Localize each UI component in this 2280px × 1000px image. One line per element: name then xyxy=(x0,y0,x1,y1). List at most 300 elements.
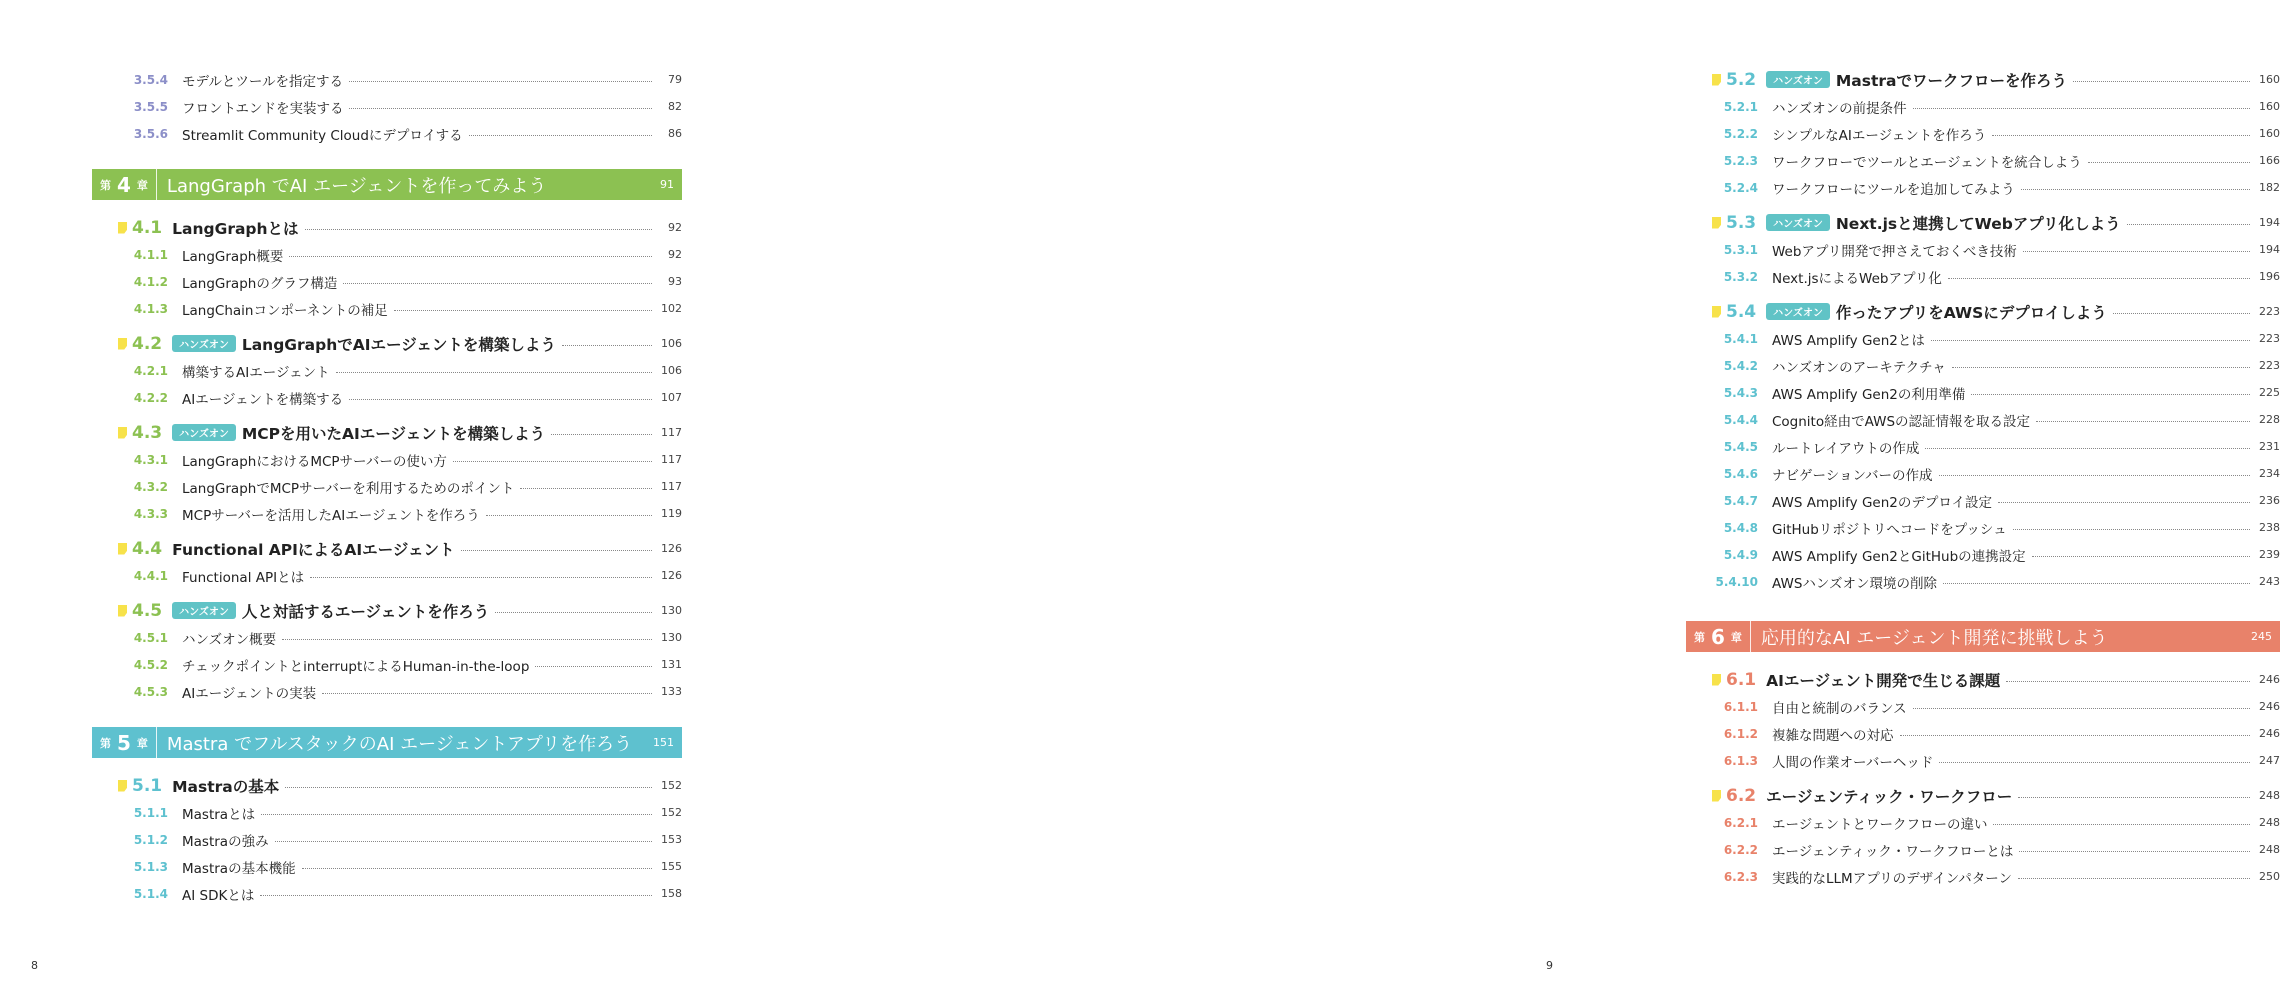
subsection-page: 131 xyxy=(661,658,682,671)
section-title: LangGraphでAIエージェントを構築しよう xyxy=(241,335,556,354)
dot-leader xyxy=(1943,583,2250,584)
subsection-number: 6.1.2 xyxy=(1723,726,1758,741)
dot-leader xyxy=(1913,108,2250,109)
toc-subsection[interactable] xyxy=(92,241,682,268)
section-title: MCPを用いたAIエージェントを構築しよう xyxy=(241,424,546,443)
toc-subsection[interactable] xyxy=(92,295,682,322)
section-number: 5.3 xyxy=(1726,212,1757,233)
subsection-number: 5.1.1 xyxy=(133,805,168,820)
dot-leader xyxy=(310,577,652,578)
dot-leader xyxy=(562,345,652,346)
dot-leader xyxy=(2019,851,2250,852)
chapter-label xyxy=(1686,621,1751,652)
subsection-page: 231 xyxy=(2259,440,2280,453)
section-title: Functional APIによるAIエージェント xyxy=(172,540,455,559)
subsection-number: 5.4.9 xyxy=(1723,547,1758,562)
toc-subsection[interactable] xyxy=(92,853,682,880)
subsection-page: 82 xyxy=(668,100,682,113)
dot-leader xyxy=(1948,278,2250,279)
subsection-title: LangChainコンポーネントの補足 xyxy=(182,302,388,319)
dot-leader xyxy=(1998,502,2250,503)
section-marker-icon xyxy=(118,222,127,234)
toc-subsection[interactable] xyxy=(92,93,682,120)
section-title: LangGraphとは xyxy=(172,219,299,238)
dot-leader xyxy=(2036,421,2250,422)
subsection-number: 4.3.1 xyxy=(133,452,168,467)
toc-subsection[interactable] xyxy=(1686,406,2280,433)
dot-leader xyxy=(1900,735,2251,736)
section-marker-icon xyxy=(1712,74,1721,86)
toc-subsection[interactable] xyxy=(92,678,682,705)
dot-leader xyxy=(1939,475,2250,476)
dot-leader xyxy=(282,639,652,640)
subsection-number: 5.4.10 xyxy=(1715,574,1758,589)
subsection-number: 6.2.1 xyxy=(1723,815,1758,830)
toc-subsection[interactable] xyxy=(1686,863,2280,890)
toc-section[interactable] xyxy=(1686,66,2280,93)
subsection-number: 5.1.2 xyxy=(133,832,168,847)
dot-leader xyxy=(2032,556,2250,557)
toc-section[interactable] xyxy=(92,419,682,446)
toc-subsection[interactable] xyxy=(92,880,682,907)
subsection-number: 3.5.4 xyxy=(133,72,168,87)
dot-leader xyxy=(1939,762,2250,763)
subsection-page: 239 xyxy=(2259,548,2280,561)
subsection-number: 5.2.1 xyxy=(1723,99,1758,114)
subsection-title: シンプルなAIエージェントを作ろう xyxy=(1772,127,1987,144)
toc-subsection[interactable] xyxy=(1686,174,2280,201)
subsection-page: 160 xyxy=(2259,127,2280,140)
toc-subsection[interactable] xyxy=(92,826,682,853)
dot-leader xyxy=(2127,224,2250,225)
right-page xyxy=(792,0,2280,1000)
handson-badge: ハンズオン xyxy=(1766,214,1830,231)
subsection-title: 複雑な問題への対応 xyxy=(1772,727,1894,744)
subsection-page: 158 xyxy=(661,887,682,900)
subsection-title: ワークフローにツールを追加してみよう xyxy=(1772,181,2015,198)
toc-subsection[interactable] xyxy=(1686,433,2280,460)
chapter-page: 245 xyxy=(2251,630,2272,643)
subsection-title: AWS Amplify Gen2のデプロイ設定 xyxy=(1772,494,1992,511)
dot-leader xyxy=(2013,529,2250,530)
dot-leader xyxy=(2018,878,2250,879)
subsection-page: 248 xyxy=(2259,816,2280,829)
subsection-number: 4.5.3 xyxy=(133,684,168,699)
subsection-number: 4.1.3 xyxy=(133,301,168,316)
chapter-suffix: 章 xyxy=(136,736,148,750)
toc-subsection[interactable] xyxy=(92,66,682,93)
subsection-number: 5.4.5 xyxy=(1723,439,1758,454)
subsection-number: 5.2.4 xyxy=(1723,180,1758,195)
subsection-page: 223 xyxy=(2259,359,2280,372)
toc-subsection[interactable] xyxy=(1686,460,2280,487)
toc-subsection[interactable] xyxy=(1686,379,2280,406)
subsection-number: 4.3.2 xyxy=(133,479,168,494)
toc-subsection[interactable] xyxy=(1686,693,2280,720)
dot-leader xyxy=(322,693,652,694)
dot-leader xyxy=(2023,251,2250,252)
subsection-page: 194 xyxy=(2259,243,2280,256)
subsection-title: チェックポイントとinterruptによるHuman-in-the-loop xyxy=(182,658,530,675)
subsection-number: 5.4.7 xyxy=(1723,493,1758,508)
section-page: 106 xyxy=(661,337,682,350)
subsection-title: AWS Amplify Gen2とGitHubの連携設定 xyxy=(1772,548,2026,565)
subsection-page: 248 xyxy=(2259,843,2280,856)
subsection-title: AIエージェントを構築する xyxy=(182,391,344,408)
section-title: Next.jsと連携してWebアプリ化しよう xyxy=(1835,214,2121,233)
section-number: 4.4 xyxy=(132,538,163,559)
subsection-title: ハンズオンのアーキテクチャ xyxy=(1772,359,1946,376)
toc-subsection[interactable] xyxy=(92,651,682,678)
handson-badge: ハンズオン xyxy=(1766,303,1830,320)
page-number-right: 9 xyxy=(1546,959,1553,972)
chapter-suffix: 章 xyxy=(136,178,148,192)
chapter-prefix: 第 xyxy=(100,736,111,750)
subsection-title: 実践的なLLMアプリのデザインパターン xyxy=(1772,870,2012,887)
subsection-title: LangGraphのグラフ構造 xyxy=(182,275,338,292)
dot-leader xyxy=(1925,448,2250,449)
subsection-page: 133 xyxy=(661,685,682,698)
subsection-title: AIエージェントの実装 xyxy=(182,685,317,702)
subsection-page: 182 xyxy=(2259,181,2280,194)
subsection-number: 5.4.8 xyxy=(1723,520,1758,535)
subsection-number: 4.1.2 xyxy=(133,274,168,289)
subsection-number: 4.2.2 xyxy=(133,390,168,405)
subsection-number: 5.2.2 xyxy=(1723,126,1758,141)
dot-leader xyxy=(1992,135,2250,136)
toc-subsection[interactable] xyxy=(1686,836,2280,863)
section-marker-icon xyxy=(1712,790,1721,802)
chapter-page: 91 xyxy=(660,178,674,191)
subsection-title: モデルとツールを指定する xyxy=(182,73,344,90)
dot-leader xyxy=(469,135,652,136)
section-page: 160 xyxy=(2259,73,2280,86)
subsection-page: 153 xyxy=(661,833,682,846)
subsection-number: 4.1.1 xyxy=(133,247,168,262)
subsection-number: 5.4.2 xyxy=(1723,358,1758,373)
dot-leader xyxy=(260,895,652,896)
section-title: エージェンティック・ワークフロー xyxy=(1766,787,2013,806)
subsection-number: 5.3.1 xyxy=(1723,242,1758,257)
toc-subsection[interactable] xyxy=(1686,120,2280,147)
toc-subsection[interactable] xyxy=(92,446,682,473)
subsection-title: エージェンティック・ワークフローとは xyxy=(1772,843,2014,860)
subsection-number: 4.4.1 xyxy=(133,568,168,583)
handson-badge: ハンズオン xyxy=(172,602,236,619)
subsection-title: LangGraphでMCPサーバーを利用するためのポイント xyxy=(182,480,515,497)
section-marker-icon xyxy=(1712,674,1721,686)
subsection-page: 246 xyxy=(2259,727,2280,740)
dot-leader xyxy=(285,787,652,788)
section-number: 5.2 xyxy=(1726,69,1757,90)
subsection-page: 117 xyxy=(661,453,682,466)
subsection-page: 79 xyxy=(668,73,682,86)
dot-leader xyxy=(305,229,652,230)
chapter-suffix: 章 xyxy=(1730,630,1742,644)
dot-leader xyxy=(2088,162,2250,163)
subsection-number: 6.2.3 xyxy=(1723,869,1758,884)
dot-leader xyxy=(1993,824,2250,825)
subsection-title: Functional APIとは xyxy=(182,569,305,586)
chapter-header[interactable] xyxy=(92,169,682,200)
toc-section[interactable] xyxy=(1686,209,2280,236)
subsection-number: 3.5.5 xyxy=(133,99,168,114)
subsection-title: Next.jsによるWebアプリ化 xyxy=(1772,270,1942,287)
section-number: 4.2 xyxy=(132,333,163,354)
section-page: 92 xyxy=(668,221,682,234)
subsection-title: Streamlit Community Cloudにデプロイする xyxy=(182,127,463,144)
subsection-number: 3.5.6 xyxy=(133,126,168,141)
section-number: 5.4 xyxy=(1726,301,1757,322)
subsection-number: 5.4.6 xyxy=(1723,466,1758,481)
subsection-page: 196 xyxy=(2259,270,2280,283)
subsection-number: 5.1.4 xyxy=(133,886,168,901)
chapter-header[interactable] xyxy=(92,727,682,758)
dot-leader xyxy=(461,550,652,551)
dot-leader xyxy=(2021,189,2250,190)
toc-section[interactable] xyxy=(92,535,682,562)
subsection-number: 5.4.4 xyxy=(1723,412,1758,427)
subsection-title: ワークフローでツールとエージェントを統合しよう xyxy=(1772,154,2082,171)
dot-leader xyxy=(2113,313,2250,314)
toc-subsection[interactable] xyxy=(1686,236,2280,263)
subsection-page: 238 xyxy=(2259,521,2280,534)
subsection-page: 86 xyxy=(668,127,682,140)
subsection-title: Mastraの強み xyxy=(182,833,269,850)
chapter-title: 応用的なAI エージェント開発に挑戦しよう xyxy=(1760,627,2108,649)
section-page: 152 xyxy=(661,779,682,792)
dot-leader xyxy=(275,841,652,842)
section-number: 4.5 xyxy=(132,600,163,621)
subsection-page: 228 xyxy=(2259,413,2280,426)
dot-leader xyxy=(349,108,652,109)
subsection-number: 4.2.1 xyxy=(133,363,168,378)
subsection-number: 4.5.2 xyxy=(133,657,168,672)
chapter-number: 6 xyxy=(1711,624,1725,649)
toc-subsection[interactable] xyxy=(1686,747,2280,774)
toc-subsection[interactable] xyxy=(1686,541,2280,568)
section-number: 4.1 xyxy=(132,217,163,238)
toc-subsection[interactable] xyxy=(92,799,682,826)
section-page: 248 xyxy=(2259,789,2280,802)
dot-leader xyxy=(349,399,652,400)
subsection-title: 構築するAIエージェント xyxy=(182,364,330,381)
toc-subsection[interactable] xyxy=(92,562,682,589)
subsection-page: 225 xyxy=(2259,386,2280,399)
dot-leader xyxy=(1931,340,2250,341)
subsection-page: 243 xyxy=(2259,575,2280,588)
toc-section[interactable] xyxy=(92,214,682,241)
subsection-page: 152 xyxy=(661,806,682,819)
subsection-page: 250 xyxy=(2259,870,2280,883)
toc-section[interactable] xyxy=(92,772,682,799)
handson-badge: ハンズオン xyxy=(172,424,236,441)
toc-section[interactable] xyxy=(1686,298,2280,325)
section-page: 117 xyxy=(661,426,682,439)
chapter-number: 5 xyxy=(117,730,131,755)
subsection-title: ハンズオンの前提条件 xyxy=(1772,100,1907,117)
subsection-page: 102 xyxy=(661,302,682,315)
subsection-title: ハンズオン概要 xyxy=(182,631,277,648)
chapter-title: Mastra でフルスタックのAI エージェントアプリを作ろう xyxy=(166,733,633,755)
subsection-title: LangGraphにおけるMCPサーバーの使い方 xyxy=(182,453,447,470)
subsection-title: Webアプリ開発で押さえておくべき技術 xyxy=(1772,243,2017,260)
subsection-title: 人間の作業オーバーヘッド xyxy=(1772,754,1934,771)
subsection-page: 119 xyxy=(661,507,682,520)
toc-subsection[interactable] xyxy=(92,384,682,411)
toc-subsection[interactable] xyxy=(92,268,682,295)
dot-leader xyxy=(453,461,652,462)
section-number: 6.1 xyxy=(1726,669,1757,690)
dot-leader xyxy=(336,372,652,373)
toc-section[interactable] xyxy=(1686,666,2280,693)
dot-leader xyxy=(486,515,652,516)
dot-leader xyxy=(394,310,652,311)
subsection-title: ルートレイアウトの作成 xyxy=(1772,440,1920,457)
subsection-page: 126 xyxy=(661,569,682,582)
subsection-title: Cognito経由でAWSの認証情報を取る設定 xyxy=(1772,413,2031,430)
section-page: 223 xyxy=(2259,305,2280,318)
section-page: 194 xyxy=(2259,216,2280,229)
toc-subsection[interactable] xyxy=(1686,325,2280,352)
subsection-title: AWS Amplify Gen2の利用準備 xyxy=(1772,386,1966,403)
section-page: 130 xyxy=(661,604,682,617)
toc-section[interactable] xyxy=(92,597,682,624)
subsection-title: エージェントとワークフローの違い xyxy=(1772,816,1988,833)
dot-leader xyxy=(289,256,652,257)
section-page: 126 xyxy=(661,542,682,555)
page-number-left: 8 xyxy=(31,959,38,972)
toc-subsection[interactable] xyxy=(1686,93,2280,120)
section-title: 人と対話するエージェントを作ろう xyxy=(241,602,490,621)
subsection-page: 117 xyxy=(661,480,682,493)
dot-leader xyxy=(349,81,652,82)
section-number: 5.1 xyxy=(132,775,163,796)
toc-subsection[interactable] xyxy=(92,473,682,500)
section-marker-icon xyxy=(118,780,127,792)
subsection-title: フロントエンドを実装する xyxy=(182,100,344,117)
subsection-title: LangGraph概要 xyxy=(182,248,284,265)
subsection-page: 166 xyxy=(2259,154,2280,167)
handson-badge: ハンズオン xyxy=(1766,71,1830,88)
subsection-number: 4.5.1 xyxy=(133,630,168,645)
chapter-header[interactable] xyxy=(1686,621,2280,652)
toc-subsection[interactable] xyxy=(92,500,682,527)
dot-leader xyxy=(520,488,652,489)
subsection-number: 6.2.2 xyxy=(1723,842,1758,857)
subsection-title: AWS Amplify Gen2とは xyxy=(1772,332,1925,349)
subsection-page: 246 xyxy=(2259,700,2280,713)
chapter-page: 151 xyxy=(653,736,674,749)
chapter-title: LangGraph でAI エージェントを作ってみよう xyxy=(166,175,547,197)
toc-subsection[interactable] xyxy=(1686,487,2280,514)
subsection-title: AI SDKとは xyxy=(182,887,255,904)
left-page xyxy=(0,0,792,1000)
chapter-number: 4 xyxy=(117,172,131,197)
section-title: 作ったアプリをAWSにデプロイしよう xyxy=(1835,303,2107,322)
subsection-page: 247 xyxy=(2259,754,2280,767)
section-marker-icon xyxy=(118,543,127,555)
toc-subsection[interactable] xyxy=(1686,263,2280,290)
dot-leader xyxy=(1971,394,2250,395)
toc-subsection[interactable] xyxy=(1686,809,2280,836)
section-marker-icon xyxy=(118,605,127,617)
chapter-prefix: 第 xyxy=(1694,630,1705,644)
subsection-number: 5.4.1 xyxy=(1723,331,1758,346)
toc-left xyxy=(92,66,682,907)
subsection-page: 236 xyxy=(2259,494,2280,507)
toc-subsection[interactable] xyxy=(1686,514,2280,541)
chapter-label xyxy=(92,169,157,200)
subsection-title: GitHubリポジトリへコードをプッシュ xyxy=(1772,521,2007,538)
dot-leader xyxy=(551,434,652,435)
toc-subsection[interactable] xyxy=(1686,568,2280,595)
section-page: 246 xyxy=(2259,673,2280,686)
section-title: AIエージェント開発で生じる課題 xyxy=(1766,671,2001,690)
dot-leader xyxy=(1913,708,2250,709)
subsection-number: 4.3.3 xyxy=(133,506,168,521)
toc-subsection[interactable] xyxy=(1686,147,2280,174)
subsection-number: 5.4.3 xyxy=(1723,385,1758,400)
dot-leader xyxy=(2018,797,2250,798)
toc-subsection[interactable] xyxy=(92,624,682,651)
toc-section[interactable] xyxy=(92,330,682,357)
subsection-page: 223 xyxy=(2259,332,2280,345)
toc-right xyxy=(1686,66,2280,890)
subsection-page: 93 xyxy=(668,275,682,288)
subsection-page: 155 xyxy=(661,860,682,873)
dot-leader xyxy=(2006,681,2250,682)
dot-leader xyxy=(261,814,652,815)
section-marker-icon xyxy=(1712,217,1721,229)
section-marker-icon xyxy=(118,338,127,350)
dot-leader xyxy=(495,612,652,613)
toc-subsection[interactable] xyxy=(1686,352,2280,379)
dot-leader xyxy=(2073,81,2250,82)
subsection-title: Mastraとは xyxy=(182,806,256,823)
section-number: 4.3 xyxy=(132,422,163,443)
toc-section[interactable] xyxy=(1686,782,2280,809)
section-marker-icon xyxy=(1712,306,1721,318)
subsection-title: ナビゲーションバーの作成 xyxy=(1772,467,1933,484)
toc-subsection[interactable] xyxy=(92,357,682,384)
subsection-number: 5.3.2 xyxy=(1723,269,1758,284)
chapter-label xyxy=(92,727,157,758)
subsection-page: 106 xyxy=(661,364,682,377)
subsection-number: 5.2.3 xyxy=(1723,153,1758,168)
subsection-page: 160 xyxy=(2259,100,2280,113)
handson-badge: ハンズオン xyxy=(172,335,236,352)
section-title: Mastraでワークフローを作ろう xyxy=(1835,71,2067,90)
section-title: Mastraの基本 xyxy=(172,777,280,796)
subsection-page: 130 xyxy=(661,631,682,644)
subsection-page: 234 xyxy=(2259,467,2280,480)
subsection-title: AWSハンズオン環境の削除 xyxy=(1772,575,1938,592)
dot-leader xyxy=(1952,367,2250,368)
subsection-number: 5.1.3 xyxy=(133,859,168,874)
subsection-page: 107 xyxy=(661,391,682,404)
chapter-prefix: 第 xyxy=(100,178,111,192)
subsection-title: MCPサーバーを活用したAIエージェントを作ろう xyxy=(182,507,480,524)
subsection-number: 6.1.1 xyxy=(1723,699,1758,714)
subsection-title: 自由と統制のバランス xyxy=(1772,700,1907,717)
dot-leader xyxy=(535,666,652,667)
section-marker-icon xyxy=(118,427,127,439)
toc-subsection[interactable] xyxy=(92,120,682,147)
toc-subsection[interactable] xyxy=(1686,720,2280,747)
subsection-number: 6.1.3 xyxy=(1723,753,1758,768)
subsection-page: 92 xyxy=(668,248,682,261)
